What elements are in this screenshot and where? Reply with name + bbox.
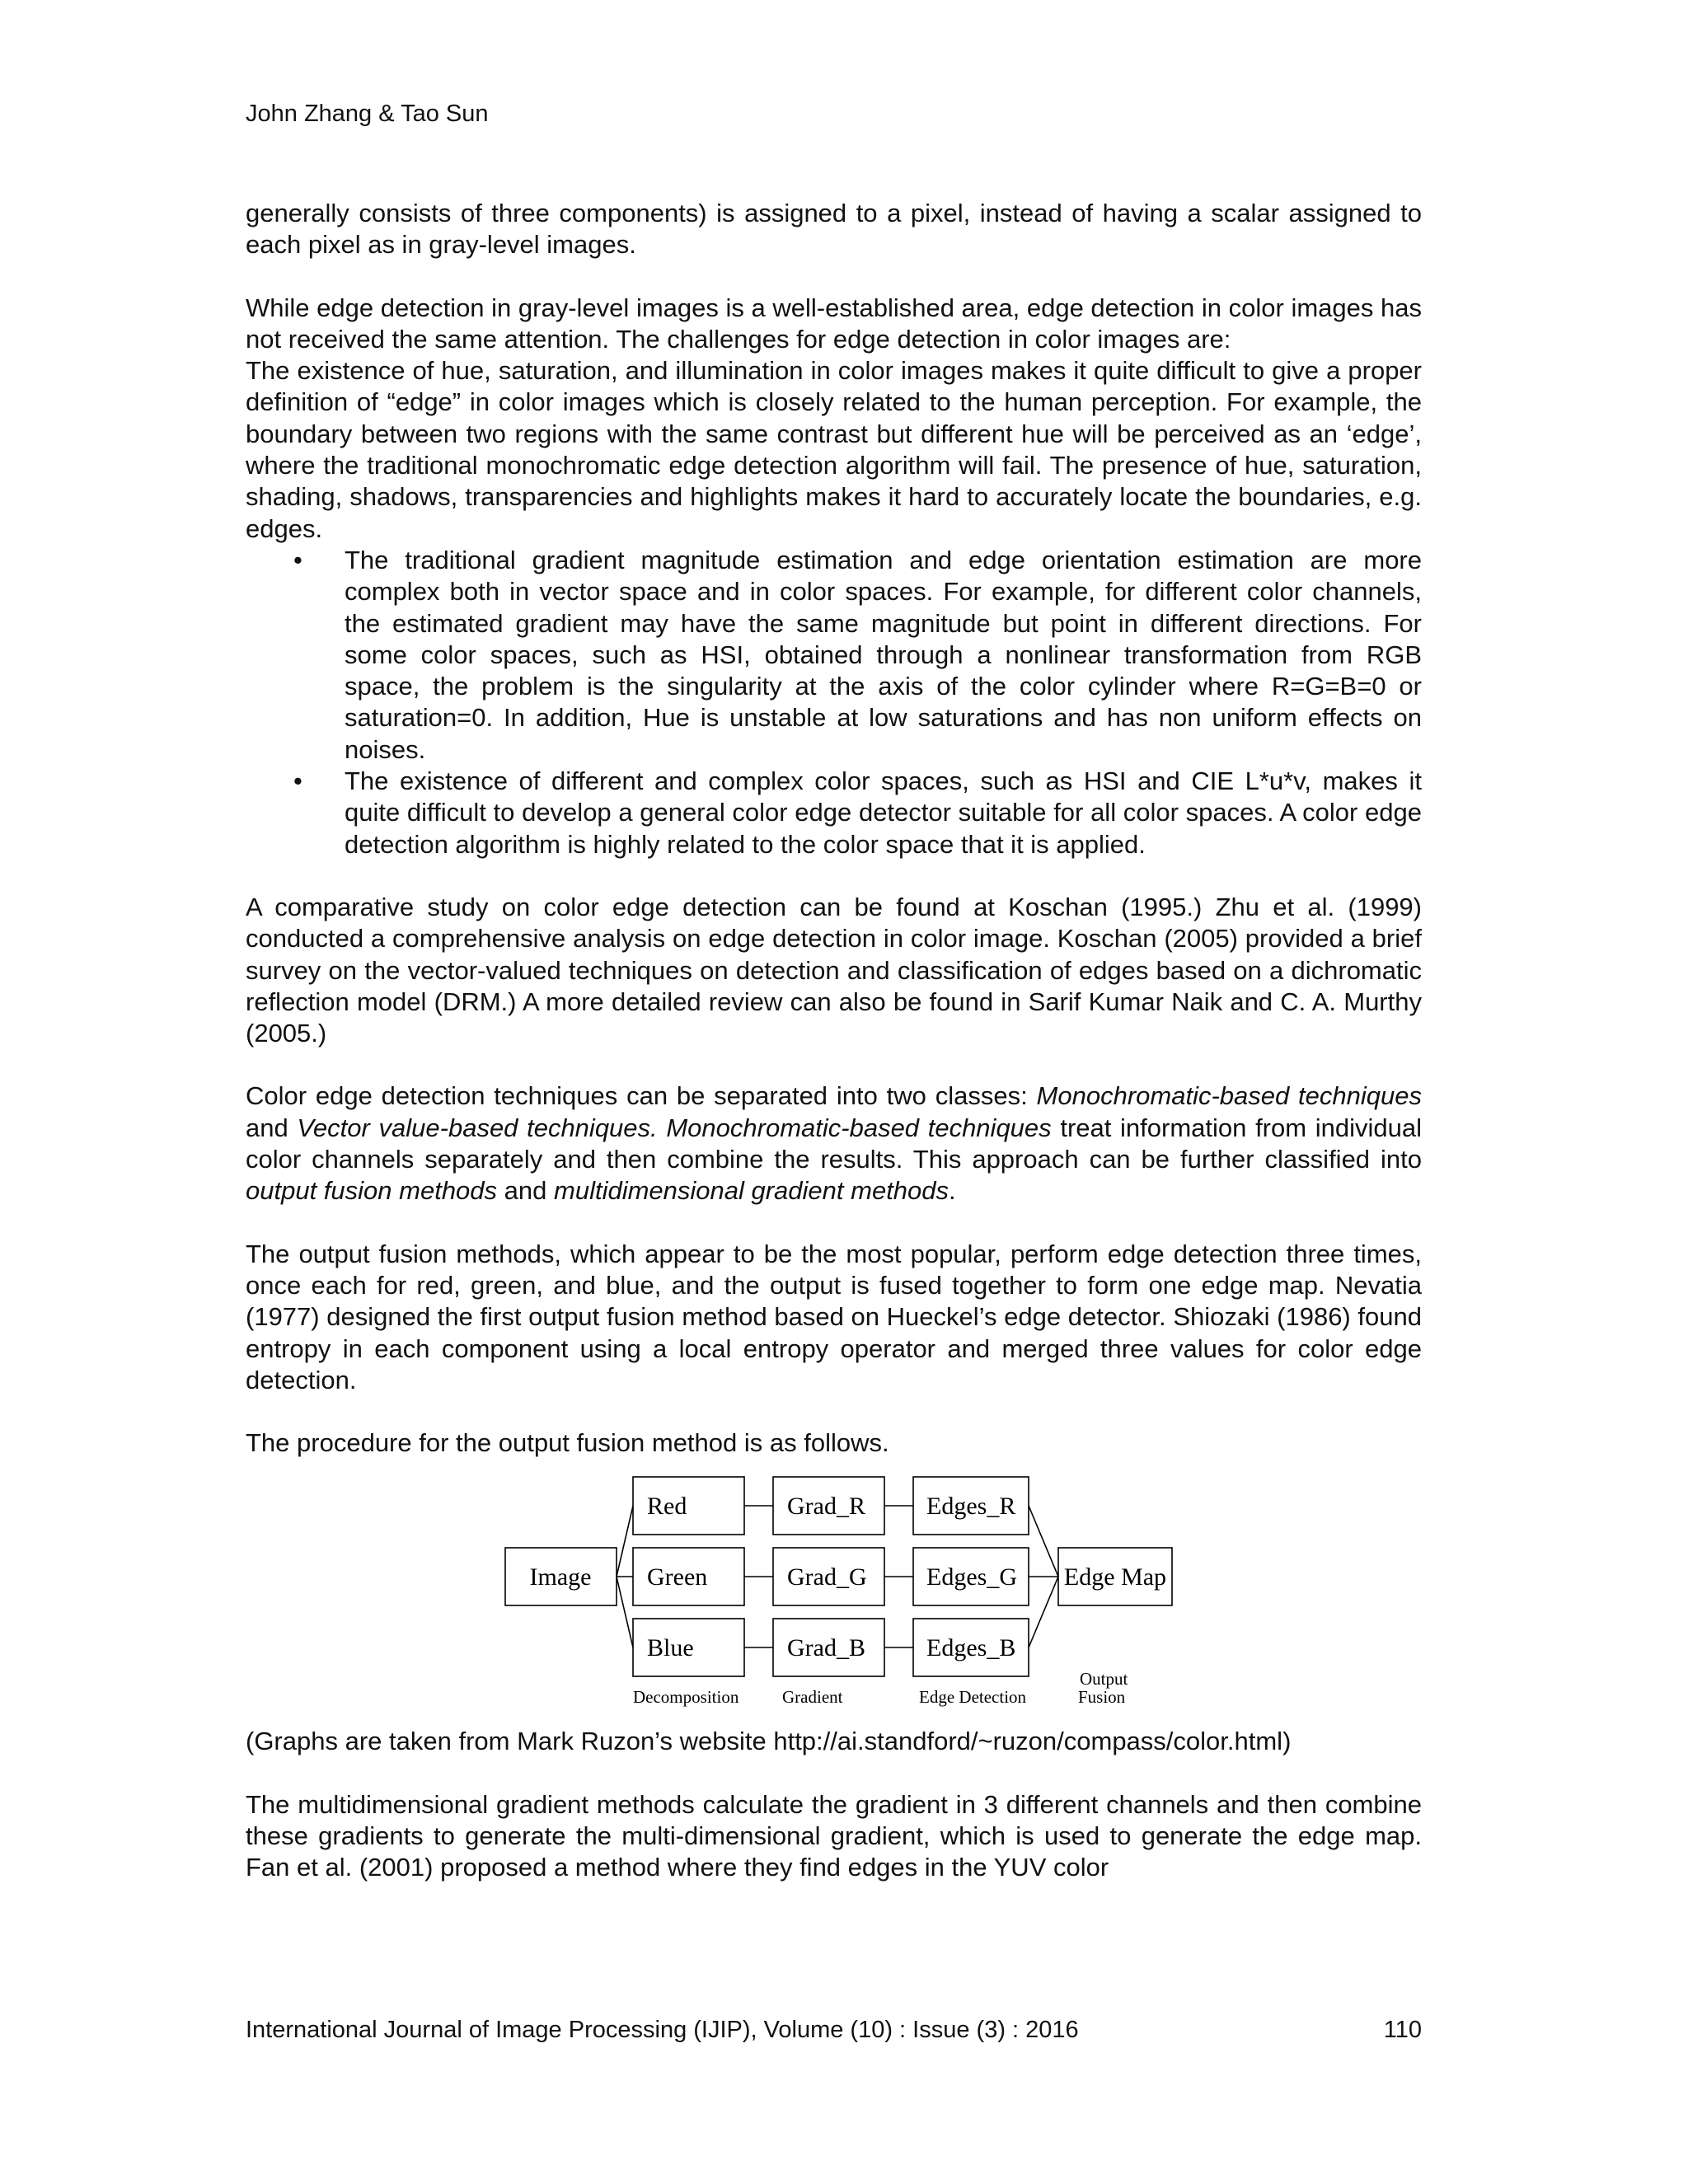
output-fusion-diagram (501, 1459, 1177, 1714)
image-box-label: Image (529, 1563, 592, 1591)
red-box-label: Red (647, 1493, 687, 1521)
paragraph-8: The multidimensional gradient methods calculate the gradient in 3 different channels and then combine these gradients to generate the multi-dimensional gradient, which is used to generate the edge map. Fan et al. (2001) proposed a method where they find edges in the YUV color (246, 1789, 1422, 1882)
list-item (246, 766, 1422, 860)
running-head: John Zhang & Tao Sun (246, 101, 489, 127)
term-output-fusion: output fusion methods (246, 1176, 498, 1206)
paragraph-4: A comparative study on color edge detection can be found at Koschan (1995.) Zhu et al. (1999) conducted a comprehensive analysis on edge detection in color image. Koschan (2005) provided a brief survey on the vector-valued techniques on detection and classification of edges based on a dichromatic reflection model (DRM.) A more detailed review can also be found in Sarif Kumar Naik and C. A. Murthy (2005.) (246, 892, 1422, 1048)
paragraph-3: The existence of hue, saturation, and illumination in color images makes it quite difficult to give a proper definition of “edge” in color images which is closely related to the human perception. For example, the boundary between two regions with the same contrast but different hue will be perceived as an ‘edge’, where the traditional monochromatic edge detection algorithm will fail. The presence of hue, saturation, shading, shadows, transparencies and highlights makes it hard to accurately locate the boundaries, e.g. edges. (246, 356, 1422, 543)
stage-label-gradient: Gradient (782, 1687, 843, 1708)
journal-citation: International Journal of Image Processing (IJIP), Volume (10) : Issue (3) : 2016 (246, 2017, 1079, 2043)
blue-box-label: Blue (647, 1634, 694, 1662)
body-text (246, 198, 1422, 1884)
paragraph-6: The output fusion methods, which appear to be the most popular, perform edge detection three times, once each for red, green, and blue, and the output is fused together to form one edge map. Nevatia (1977) designed the first output fusion method based on Hueckel’s edge detector. Shiozaki (1986) found entropy in each component using a local entropy operator and merged three values for color edge detection. (246, 1239, 1422, 1394)
stage-label-output: Output (1080, 1669, 1128, 1690)
challenge-list (246, 545, 1422, 860)
green-box-label: Green (647, 1563, 708, 1591)
page-footer (246, 2015, 1422, 2045)
grad-r-label: Grad_R (787, 1493, 865, 1521)
edge-map-label: Edge Map (1063, 1563, 1167, 1591)
term-multidimensional-gradient: multidimensional gradient methods (554, 1176, 950, 1206)
stage-label-fusion: Fusion (1078, 1687, 1126, 1708)
paragraph-5 (246, 1080, 1422, 1207)
edges-r-label: Edges_R (926, 1493, 1016, 1521)
bullet-icon: • (293, 545, 302, 574)
grad-b-label: Grad_B (787, 1634, 865, 1662)
edges-b-label: Edges_B (926, 1634, 1016, 1662)
edges-g-label: Edges_G (926, 1563, 1017, 1591)
figure-caption: (Graphs are taken from Mark Ruzon’s website http://ai.standford/~ruzon/compass/color.html) (246, 1727, 1292, 1756)
page-number: 110 (1383, 2017, 1422, 2043)
paragraph-2: While edge detection in gray-level images is a well-established area, edge detection in color images has not received the same attention. The challenges for edge detection in color images are: (246, 293, 1422, 354)
text-run: Color edge detection techniques can be separated into two classes: (246, 1081, 1037, 1111)
stage-label-edge-detection: Edge Detection (919, 1687, 1027, 1708)
term-vector-value: Vector value-based techniques. (297, 1113, 658, 1142)
list-item-text: The traditional gradient magnitude estimation and edge orientation estimation are more complex both in vector space and in color spaces. For example, for different color channels, the estimated gradient may have the same magnitude but point in different directions. For some color spaces, such as HSI, obtained through a nonlinear transformation from RGB space, the problem is the singularity at the axis of the color cylinder where R=G=B=0 or saturation=0. In addition, Hue is unstable at low saturations and has non uniform effects on noises. (345, 545, 1422, 764)
paragraph-7: The procedure for the output fusion method is as follows. (246, 1428, 889, 1458)
text-run (658, 1113, 667, 1142)
text-run: . (949, 1176, 956, 1206)
list-item (246, 545, 1422, 766)
bullet-icon: • (293, 766, 302, 796)
list-item-text: The existence of different and complex color spaces, such as HSI and CIE L*u*v, makes it quite difficult to develop a general color edge detector suitable for all color spaces. A color edge detection algorithm is highly related to the color space that it is applied. (345, 766, 1422, 859)
term-monochromatic: Monochromatic-based techniques (1036, 1081, 1422, 1111)
text-run: and (497, 1176, 554, 1206)
term-monochromatic: Monochromatic-based techniques (666, 1113, 1052, 1142)
text-run: treat information from individual color channels separately and then combine the results. This approach can be further classified into (246, 1113, 1422, 1174)
grad-g-label: Grad_G (787, 1563, 867, 1591)
text-run: and (246, 1113, 298, 1142)
stage-label-decomposition: Decomposition (633, 1687, 739, 1708)
paragraph-1: generally consists of three components) is assigned to a pixel, instead of having a scalar assigned to each pixel as in gray-level images. (246, 199, 1422, 260)
